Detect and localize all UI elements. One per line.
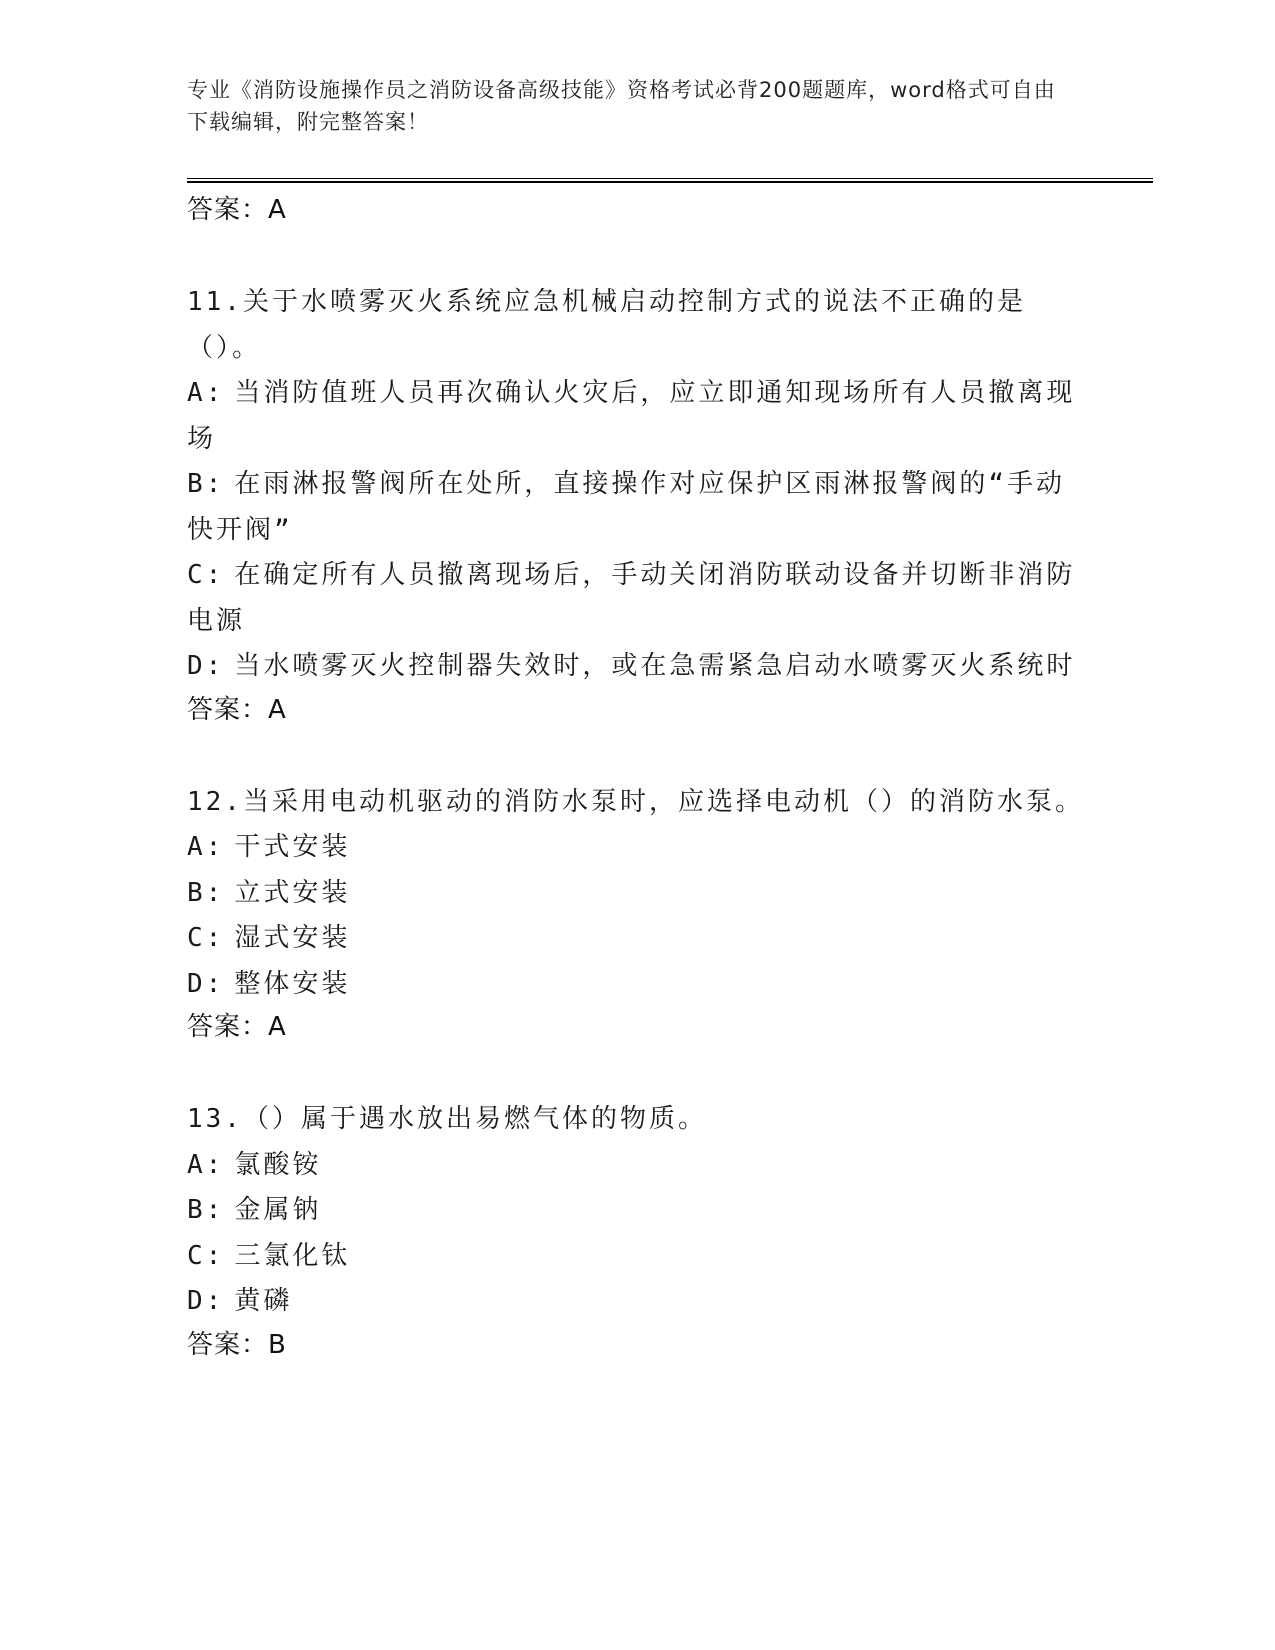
option-text: 湿式安装 (234, 923, 351, 953)
option-b (187, 1188, 1087, 1234)
option-text: 当消防值班人员再次确认火灾后，应立即通知现场所有人员撤离现场 (187, 378, 1076, 454)
document-header: 专业《消防设施操作员之消防设备高级技能》资格考试必背200题题库，word格式可自由下载编辑，附完整答案！ (187, 78, 1056, 134)
option-text: 黄磷 (234, 1286, 293, 1316)
question-stem: 11.关于水喷雾灭火系统应急机械启动控制方式的说法不正确的是（）。 (187, 287, 1026, 363)
answer: 答案：A (187, 1012, 287, 1042)
question-13 (187, 1097, 1087, 1365)
option-letter: A: (187, 1149, 225, 1180)
header-divider (187, 178, 1153, 183)
question-stem: 13.（）属于遇水放出易燃气体的物质。 (187, 1104, 707, 1134)
option-c (187, 553, 1087, 644)
option-c (187, 916, 1087, 962)
option-letter: D: (187, 1286, 225, 1316)
option-letter: A: (187, 832, 225, 862)
option-d (187, 1279, 1087, 1325)
option-letter: B: (187, 469, 225, 499)
option-text: 整体安装 (234, 968, 351, 999)
question-11 (187, 280, 1087, 730)
option-letter: B: (187, 877, 225, 908)
option-letter: D: (187, 651, 225, 681)
option-text: 金属钠 (234, 1195, 322, 1225)
option-c (187, 1234, 1087, 1280)
option-letter: A: (187, 378, 225, 408)
option-letter: B: (187, 1195, 225, 1225)
question-stem: 12.当采用电动机驱动的消防水泵时，应选择电动机（）的消防水泵。 (187, 786, 1084, 817)
previous-answer: 答案：A (187, 195, 287, 225)
option-d (187, 962, 1087, 1008)
option-text: 在雨淋报警阀所在处所，直接操作对应保护区雨淋报警阀的“手动快开阀” (187, 469, 1065, 545)
option-b (187, 462, 1087, 553)
option-text: 在确定所有人员撤离现场后，手动关闭消防联动设备并切断非消防电源 (187, 560, 1076, 636)
option-text: 氯酸铵 (234, 1149, 322, 1180)
option-text: 立式安装 (234, 877, 351, 908)
option-letter: D: (187, 968, 225, 999)
option-letter: C: (187, 1240, 225, 1271)
option-text: 干式安装 (234, 832, 351, 862)
answer: 答案：A (187, 694, 287, 725)
answer: 答案：B (187, 1329, 287, 1360)
document-body (187, 190, 1087, 1365)
question-12 (187, 780, 1087, 1048)
option-text: 三氯化钛 (234, 1240, 351, 1271)
option-a (187, 371, 1087, 462)
option-text: 当水喷雾灭火控制器失效时，或在急需紧急启动水喷雾灭火系统时 (234, 651, 1076, 681)
option-letter: C: (187, 560, 225, 590)
option-letter: C: (187, 923, 225, 953)
option-d (187, 644, 1087, 690)
option-b (187, 871, 1087, 917)
option-a (187, 1143, 1087, 1189)
option-a (187, 825, 1087, 871)
